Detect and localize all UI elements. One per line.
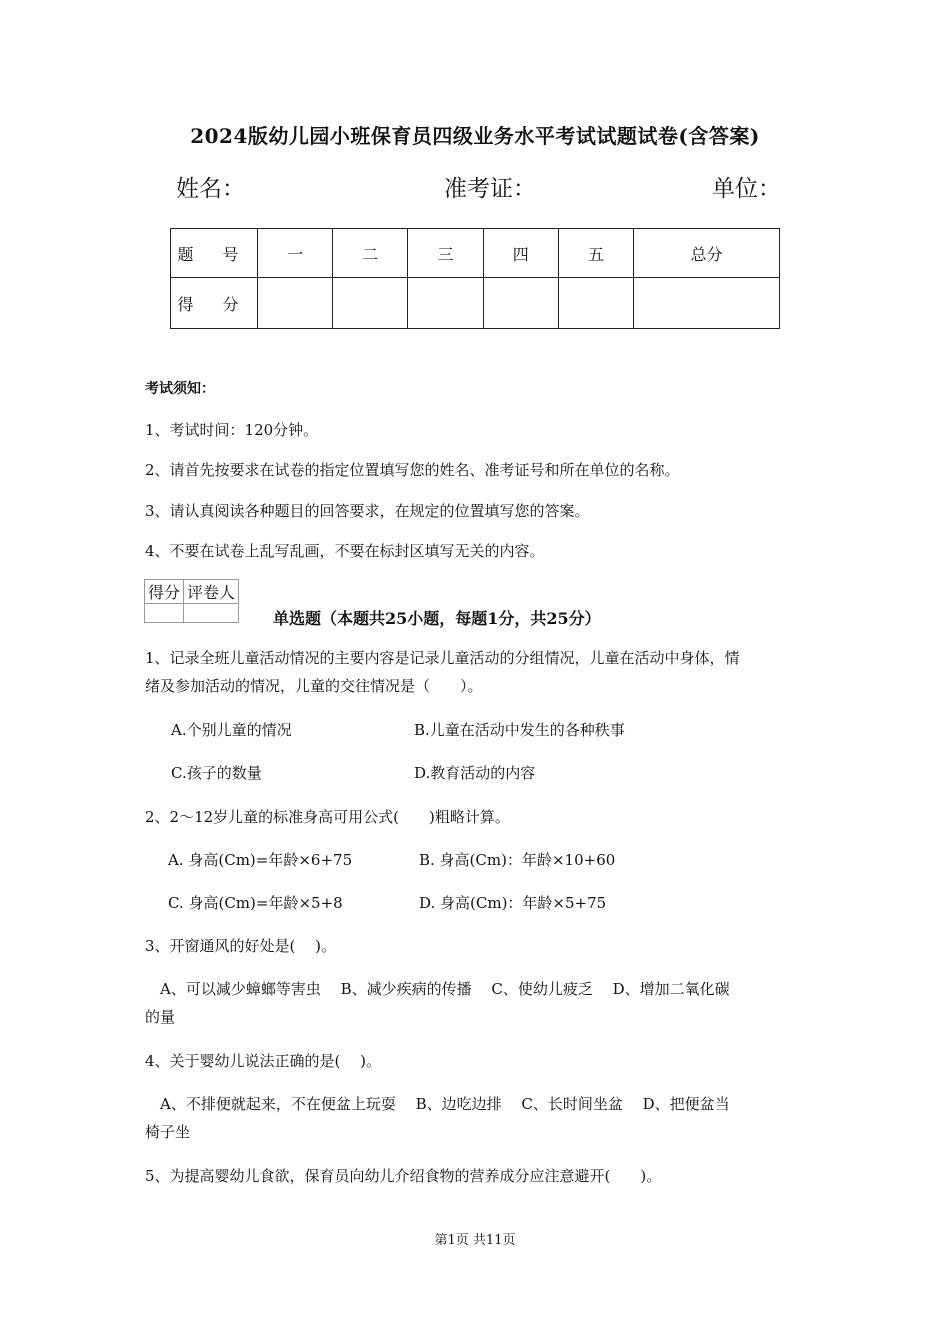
question-3-stem: 3、开窗通风的好处是( )。 xyxy=(145,937,337,955)
question-3-options-line-1: A、可以减少蟑螂等害虫 B、减少疾病的传播 C、使幼儿疲乏 D、增加二氧化碳 xyxy=(145,980,730,998)
question-4-options-line-2: 椅子坐 xyxy=(145,1123,191,1141)
score-table-score-row xyxy=(171,278,780,329)
question-2-option-a[interactable]: A. 身高(Cm)=年龄×6+75 xyxy=(168,851,353,869)
question-1-option-b[interactable]: B.儿童在活动中发生的各种秩事 xyxy=(414,721,625,739)
question-1-option-a[interactable]: A.个别儿童的情况 xyxy=(171,721,292,739)
grader-box-score-label: 得分 xyxy=(145,580,184,604)
score-header-3: 三 xyxy=(408,229,483,278)
question-3-options-line-2: 的量 xyxy=(145,1008,176,1026)
page-footer: 第1页 共11页 xyxy=(434,1233,516,1248)
question-2-option-d[interactable]: D. 身高(Cm)：年龄×5+75 xyxy=(419,894,607,912)
question-1-line-2: 绪及参加活动的情况，儿童的交往情况是（ ）。 xyxy=(145,677,483,695)
notice-item-3: 3、请认真阅读各种题目的回答要求，在规定的位置填写您的答案。 xyxy=(145,502,590,520)
question-5-stem: 5、为提高婴幼儿食欲，保育员向幼儿介绍食物的营养成分应注意避开( )。 xyxy=(145,1167,662,1185)
section-title: 单选题（本题共25小题，每题1分，共25分） xyxy=(273,609,601,628)
question-4-stem: 4、关于婴幼儿说法正确的是( )。 xyxy=(145,1052,382,1070)
name-field-label: 姓名： xyxy=(176,176,245,202)
score-cell-3[interactable] xyxy=(408,278,483,329)
grader-box-grader-cell[interactable] xyxy=(184,604,239,623)
score-table xyxy=(170,228,780,329)
score-cell-2[interactable] xyxy=(333,278,408,329)
notice-item-1: 1、考试时间：120分钟。 xyxy=(145,421,319,439)
grader-box xyxy=(144,579,239,623)
notice-item-2: 2、请首先按要求在试卷的指定位置填写您的姓名、准考证号和所在单位的名称。 xyxy=(145,461,680,479)
question-1-line-1: 1、记录全班儿童活动情况的主要内容是记录儿童活动的分组情况，儿童在活动中身体，情 xyxy=(145,649,740,667)
score-row-label: 得 分 xyxy=(171,278,258,329)
question-4-options-line-1: A、不排便就起来，不在便盆上玩耍 B、边吃边排 C、长时间坐盆 D、把便盆当 xyxy=(145,1095,730,1113)
score-table-header-row xyxy=(171,229,780,278)
notice-item-4: 4、不要在试卷上乱写乱画，不要在标封区填写无关的内容。 xyxy=(145,542,545,560)
score-cell-total[interactable] xyxy=(634,278,780,329)
question-2-option-c[interactable]: C. 身高(Cm)=年龄×5+8 xyxy=(168,894,343,912)
question-2-option-b[interactable]: B. 身高(Cm)：年龄×10+60 xyxy=(419,851,616,869)
question-2-stem: 2、2～12岁儿童的标准身高可用公式( )粗略计算。 xyxy=(145,808,510,826)
score-cell-4[interactable] xyxy=(483,278,558,329)
exam-title: 2024版幼儿园小班保育员四级业务水平考试试题试卷(含答案) xyxy=(190,124,760,148)
grader-box-score-cell[interactable] xyxy=(145,604,184,623)
score-cell-5[interactable] xyxy=(558,278,633,329)
question-1-option-d[interactable]: D.教育活动的内容 xyxy=(414,764,536,782)
question-4-options[interactable] xyxy=(145,1090,810,1146)
score-header-total: 总分 xyxy=(634,229,780,278)
grader-box-grader-label: 评卷人 xyxy=(184,580,239,604)
score-header-2: 二 xyxy=(333,229,408,278)
score-header-1: 一 xyxy=(258,229,333,278)
score-cell-1[interactable] xyxy=(258,278,333,329)
notice-title: 考试须知： xyxy=(145,381,215,397)
score-header-4: 四 xyxy=(483,229,558,278)
question-3-options[interactable] xyxy=(145,975,810,1031)
question-1 xyxy=(145,644,810,700)
unit-field-label: 单位： xyxy=(712,176,781,202)
candidate-fields xyxy=(176,170,780,204)
exam-id-field-label: 准考证： xyxy=(444,176,536,202)
question-1-option-c[interactable]: C.孩子的数量 xyxy=(171,764,262,782)
score-header-5: 五 xyxy=(558,229,633,278)
score-header-question-no: 题 号 xyxy=(171,229,258,278)
